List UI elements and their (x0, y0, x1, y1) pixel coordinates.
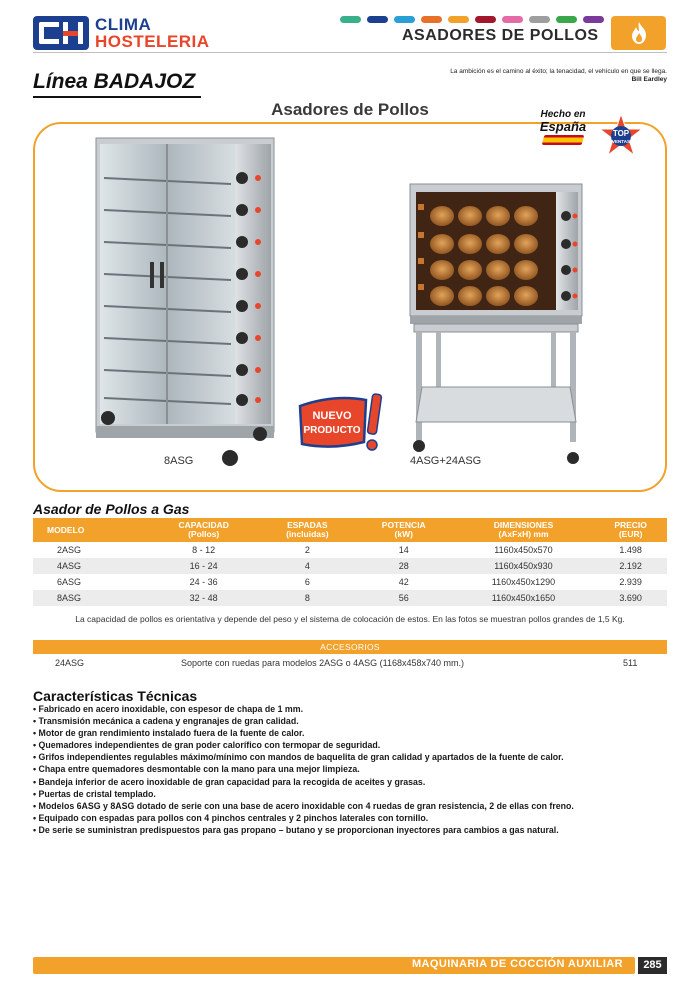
table-cell: 6ASG (57, 577, 82, 587)
table-cell: 28 (355, 558, 453, 574)
flame-icon (611, 16, 666, 50)
color-swatch (529, 16, 550, 23)
table-cell: 8 - 12 (192, 545, 216, 555)
column-header-line-1: DIMENSIONES (493, 520, 554, 531)
accessories-header: ACCESORIOS (33, 640, 667, 654)
product-image-4asg-24asg (406, 182, 586, 467)
column-header-line-1: POTENCIA (381, 520, 426, 531)
column-header-line-2: (AxFxH) mm (498, 529, 549, 539)
badge-spain-line-1: Hecho en (540, 109, 586, 120)
color-swatch (583, 16, 604, 23)
color-swatch (421, 16, 442, 23)
table-cell: 2ASG (57, 545, 82, 555)
panel-title: Asadores de Pollos (271, 100, 429, 119)
feature-item: • Quemadores independientes de gran poder calorífico con termopar de seguridad. (33, 739, 673, 751)
accessory-description: Soporte con ruedas para modelos 2ASG o 4ASG (1168x458x740 mm.) (181, 658, 464, 668)
table-cell: 24 - 36 (189, 577, 218, 587)
column-header-line-2: (incluidas) (286, 529, 329, 539)
footer-bar (33, 957, 635, 974)
column-header-line-2: (Pollos) (188, 529, 220, 539)
table-title: Asador de Pollos a Gas (33, 501, 190, 517)
table-cell: 1160x450x1650 (453, 590, 594, 606)
table-row (33, 558, 667, 574)
table-cell: 6 (304, 577, 310, 587)
feature-item: • Fabricado en acero inoxidable, con espesor de chapa de 1 mm. (33, 703, 673, 715)
quote-author: Bill Eardley (631, 76, 667, 84)
table-cell: 8 (260, 590, 355, 606)
badge-new-line-2: PRODUCTO (303, 425, 361, 436)
table-cell: 16 - 24 (147, 558, 259, 574)
table-cell: 14 (398, 545, 409, 555)
table-cell: 1160x450x570 (494, 545, 553, 555)
table-cell: 56 (355, 590, 453, 606)
header-divider (33, 52, 667, 53)
spain-flag-icon (542, 135, 585, 145)
footer-category: MAQUINARIA DE COCCIÓN AUXILIAR (411, 958, 623, 970)
table-row (33, 590, 667, 606)
table-cell: 1.498 (619, 545, 642, 555)
spec-table (33, 518, 667, 606)
category-color-swatches (340, 16, 604, 23)
table-cell: 2.939 (619, 577, 642, 587)
quote-text: La ambición es el camino al éxito; la tenacidad, el vehículo en que se llega. (450, 68, 667, 75)
feature-item: • Bandeja inferior de acero inoxidable de gran capacidad para la recogida de aceites y grasas. (33, 776, 673, 788)
color-swatch (394, 16, 415, 23)
feature-item: • Equipado con espadas para pollos con 4 pinchos centrales y 2 pinchos laterales con tornillo. (33, 812, 673, 824)
color-swatch (502, 16, 523, 23)
features-title: Características Técnicas (33, 688, 198, 704)
column-header (33, 518, 147, 542)
features-list (33, 703, 673, 836)
color-swatch (556, 16, 577, 23)
feature-item: • Transmisión mecánica a cadena y engranajes de gran calidad. (33, 715, 673, 727)
column-header (260, 518, 355, 542)
made-in-spain-badge (537, 110, 589, 156)
table-cell: 1160x450x930 (453, 558, 594, 574)
accessory-price: 511 (623, 658, 638, 668)
table-row (33, 542, 667, 558)
badge-top-line-2: VENTAS (612, 139, 630, 144)
badge-new-line-1: NUEVO (312, 410, 352, 422)
feature-item: • Puertas de cristal templado. (33, 788, 673, 800)
badge-spain-line-2: España (539, 119, 587, 134)
table-cell: 2.192 (594, 558, 667, 574)
accessory-model: 24ASG (55, 658, 85, 668)
table-cell: 4ASG (33, 558, 147, 574)
top-sales-badge (597, 112, 645, 160)
color-swatch (448, 16, 469, 23)
table-cell: 2 (304, 545, 310, 555)
section-title: ASADORES DE POLLOS (402, 27, 599, 44)
column-header-line-1: PRECIO (614, 520, 647, 531)
column-header-line-1: CAPACIDAD (178, 520, 229, 531)
new-product-badge (294, 392, 384, 454)
brand-logo (33, 16, 210, 50)
color-swatch (475, 16, 496, 23)
ch-logo-icon (33, 16, 89, 50)
table-cell: 4 (260, 558, 355, 574)
table-cell: 42 (398, 577, 409, 587)
capacity-note: La capacidad de pollos es orientativa y depende del peso y el sistema de colocación de estos. En las fotos se muestran pollos grandes de 1,5 Kg. (75, 614, 625, 624)
feature-item: • Grifos independientes regulables máximo/mínimo con mandos de baquelita de gran calidad y apartados de la fuente de calor. (33, 751, 673, 763)
table-cell: 32 - 48 (147, 590, 259, 606)
page-number: 285 (638, 957, 667, 974)
table-row (33, 574, 667, 590)
feature-item: • Motor de gran rendimiento instalado fuera de la fuente de calor. (33, 727, 673, 739)
brand-line-1: CLIMA (95, 15, 152, 34)
color-swatch (340, 16, 361, 23)
line-title: Línea BADAJOZ (33, 70, 196, 93)
color-swatch (367, 16, 388, 23)
brand-line-2: HOSTELERIA (95, 32, 210, 51)
table-cell: 8ASG (33, 590, 147, 606)
badge-top-line-1: TOP (612, 129, 630, 138)
column-header-line-1: ESPADAS (287, 520, 328, 531)
column-header (147, 518, 259, 542)
product-label-8asg: 8ASG (164, 455, 194, 467)
product-label-4asg-24asg: 4ASG+24ASG (410, 455, 482, 467)
column-header (453, 518, 594, 542)
column-header (355, 518, 453, 542)
accessory-row (33, 656, 667, 671)
product-image-8asg (90, 134, 280, 472)
table-header-row (33, 518, 667, 542)
column-header (594, 518, 667, 542)
feature-item: • De serie se suministran predispuestos para gas propano – butano y se proporcionan inyectores para cambios a gas natural. (33, 824, 673, 836)
column-header-line-2: (kW) (394, 529, 413, 539)
table-cell: 1160x450x1290 (491, 577, 556, 587)
table-cell: 3.690 (594, 590, 667, 606)
feature-item: • Modelos 6ASG y 8ASG dotado de serie con una base de acero inoxidable con 4 ruedas de gran resistencia, 2 de ellas con freno. (33, 800, 673, 812)
feature-item: • Chapa entre quemadores desmontable con la mano para una mejor limpieza. (33, 763, 673, 775)
column-header-line-2: (EUR) (618, 529, 643, 539)
quote (450, 68, 667, 85)
column-header-line-1: MODELO (47, 524, 85, 535)
